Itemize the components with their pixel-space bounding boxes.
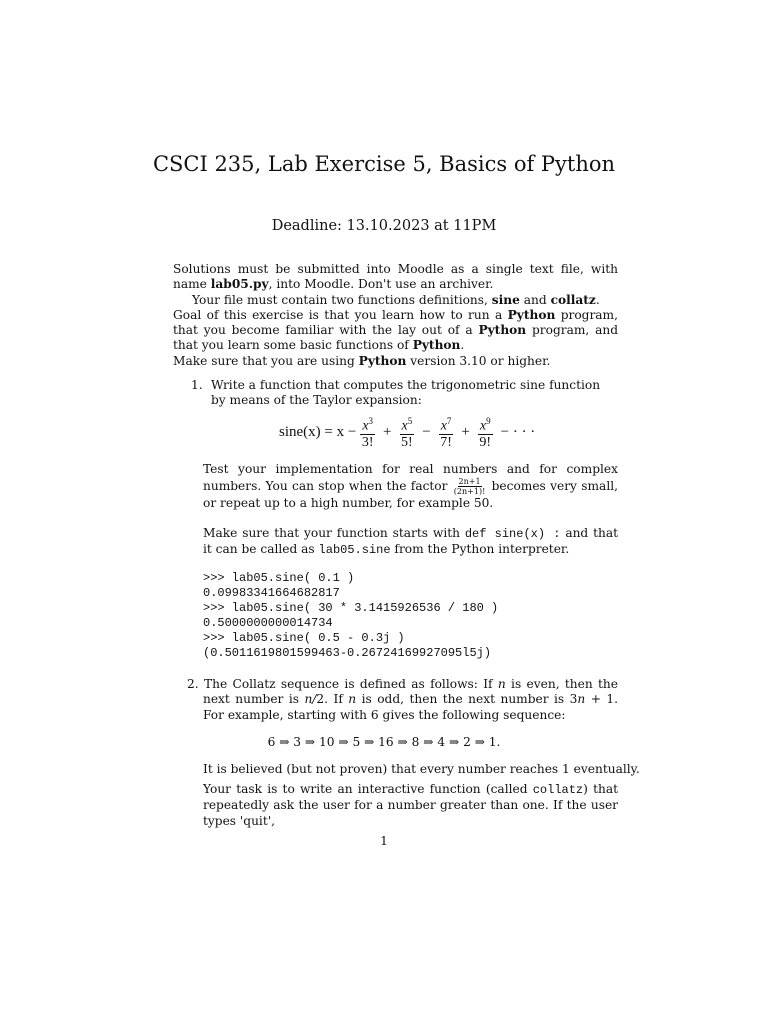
code-line: >>> lab05.sine( 0.1 ) — [203, 571, 355, 585]
test-instructions: Test your implementation for real numbers and for complex numbers. You can stop when the factor $\frac{2n+1}{(2n+1)!}$ becomes very small, or repeat up to a high number, for example 50. — [203, 462, 618, 511]
intro-paragraph-functions: Your file must contain two functions definitions, sine and collatz. — [192, 292, 600, 307]
intro-paragraph-version: Make sure that you are using Python version 3.10 or higher. — [173, 353, 551, 368]
intro-paragraph-goal: Goal of this exercise is that you learn how to run a Python program, that you become familiar with the lay out of a Python program, and that you learn some basic functions of Python. — [173, 307, 618, 353]
code-line: 0.5000000000014734 — [203, 615, 333, 630]
code-line: >>> lab05.sine( 0.5 - 0.3j ) — [203, 630, 405, 645]
deadline: Deadline: 13.10.2023 at 11PM — [271, 218, 497, 234]
exercise-item-2: 2. The Collatz sequence is defined as follows: If n is even, then the next number is n/2. If n is odd, then the next number is 3n + 1. For example, starting with 6 gives the following sequence: — [187, 677, 619, 722]
code-line: >>> lab05.sine( 30 * 3.1415926536 / 180 ) — [203, 600, 499, 615]
definition-instructions: Make sure that your function starts with def sine(x) : and that it can be called as lab05.sine from the Python interpreter. — [203, 526, 619, 558]
page-number: 1 — [380, 834, 388, 848]
taylor-formula: sine(x) = x − $\frac{x^3}{3!}$ + $\frac{x^5}{5!}$ − $\frac{x^7}{7!}$ + $\frac{x^9}{9!}$ − · · · — [279, 416, 536, 450]
item-number: 2. — [187, 677, 199, 691]
belief-text: It is believed (but not proven) that every number reaches 1 eventually. — [203, 762, 640, 776]
item-number: 1. — [191, 378, 203, 392]
code-example — [203, 571, 498, 660]
exercise-item-1 — [191, 378, 618, 409]
page-title: CSCI 235, Lab Exercise 5, Basics of Python — [152, 152, 616, 176]
filename: lab05.py — [210, 277, 269, 292]
item-text: Write a function that computes the trigonometric sine function by means of the Taylor expansion: — [211, 378, 601, 408]
code-line: 0.09983341664682817 — [203, 585, 340, 600]
collatz-sequence: 6 ⇒ 3 ⇒ 10 ⇒ 5 ⇒ 16 ⇒ 8 ⇒ 4 ⇒ 2 ⇒ 1. — [267, 735, 501, 749]
code-line: (0.5011619801599463-0.26724169927095l5j) — [203, 645, 492, 660]
factor-fraction: $\frac{2n+1}{(2n+1)!}$ — [453, 477, 486, 497]
intro-section — [173, 262, 618, 369]
intro-paragraph-submission: Solutions must be submitted into Moodle as a single text file, with name lab05.py, into Moodle. Don't use an archiver. — [173, 262, 618, 292]
task-text: Your task is to write an interactive function (called collatz) that repeatedly ask the user for a number greater than one. If the user types 'quit', — [203, 782, 619, 828]
